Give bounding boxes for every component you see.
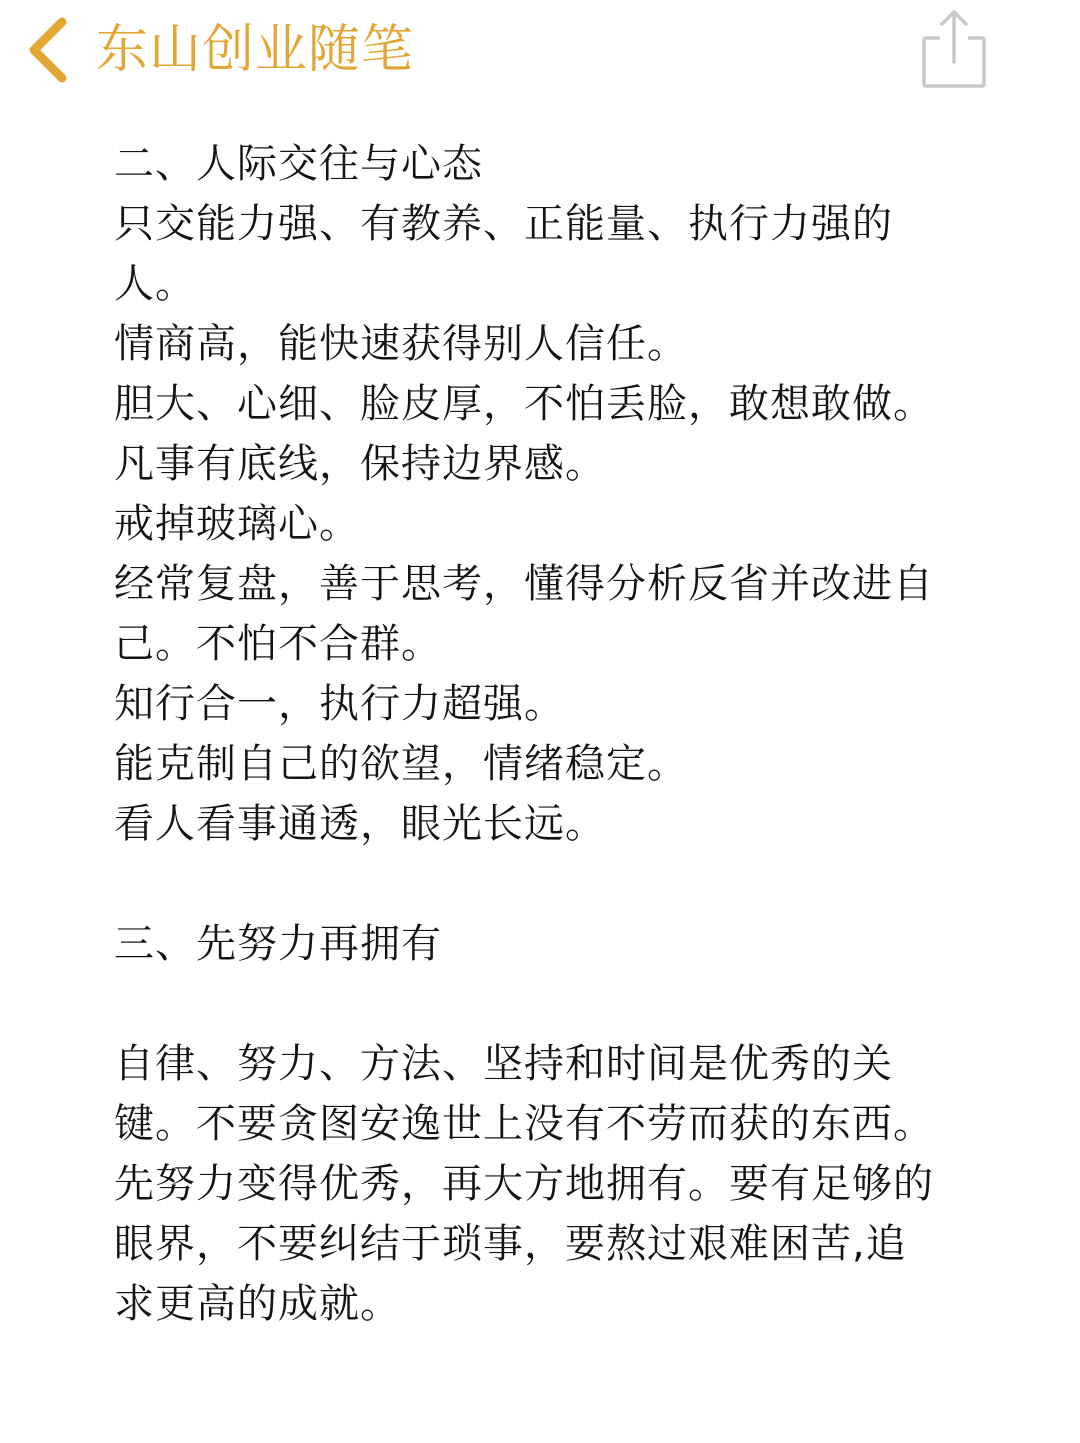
note-line: 先努力变得优秀，再大方地拥有。要有足够的	[114, 1161, 934, 1207]
note-line: 眼界，不要纠结于琐事，要熬过艰难困苦,追	[114, 1221, 907, 1267]
note-line: 键。不要贪图安逸世上没有不劳而获的东西。	[114, 1101, 934, 1147]
note-line: 能克制自己的欲望，情绪稳定。	[114, 741, 688, 787]
section-heading: 二、人际交往与心态	[114, 141, 483, 187]
note-line: 求更高的成就。	[114, 1281, 401, 1327]
blank-line	[114, 974, 1014, 1034]
note-line: 情商高，能快速获得别人信任。	[114, 321, 688, 367]
back-title[interactable]: 东山创业随笔	[96, 20, 415, 80]
note-line: 戒掉玻璃心。	[114, 501, 360, 547]
note-line: 知行合一，执行力超强。	[114, 681, 565, 727]
note-line: 人。	[114, 261, 196, 307]
share-icon	[916, 6, 992, 92]
note-line: 只交能力强、有教养、正能量、执行力强的	[114, 201, 893, 247]
note-line: 经常复盘，善于思考，懂得分析反省并改进自	[114, 561, 934, 607]
note-line: 己。不怕不合群。	[114, 621, 442, 667]
note-content[interactable]	[114, 134, 1014, 1334]
share-button[interactable]	[916, 6, 992, 92]
note-line: 胆大、心细、脸皮厚，不怕丢脸，敢想敢做。	[114, 381, 934, 427]
chevron-left-icon	[22, 14, 74, 86]
note-line: 凡事有底线，保持边界感。	[114, 441, 606, 487]
navigation-bar	[0, 0, 1080, 110]
back-button[interactable]	[22, 10, 414, 90]
note-line: 看人看事通透，眼光长远。	[114, 801, 606, 847]
blank-line	[114, 854, 1014, 914]
note-line: 自律、努力、方法、坚持和时间是优秀的关	[114, 1041, 893, 1087]
section-heading: 三、先努力再拥有	[114, 921, 442, 967]
